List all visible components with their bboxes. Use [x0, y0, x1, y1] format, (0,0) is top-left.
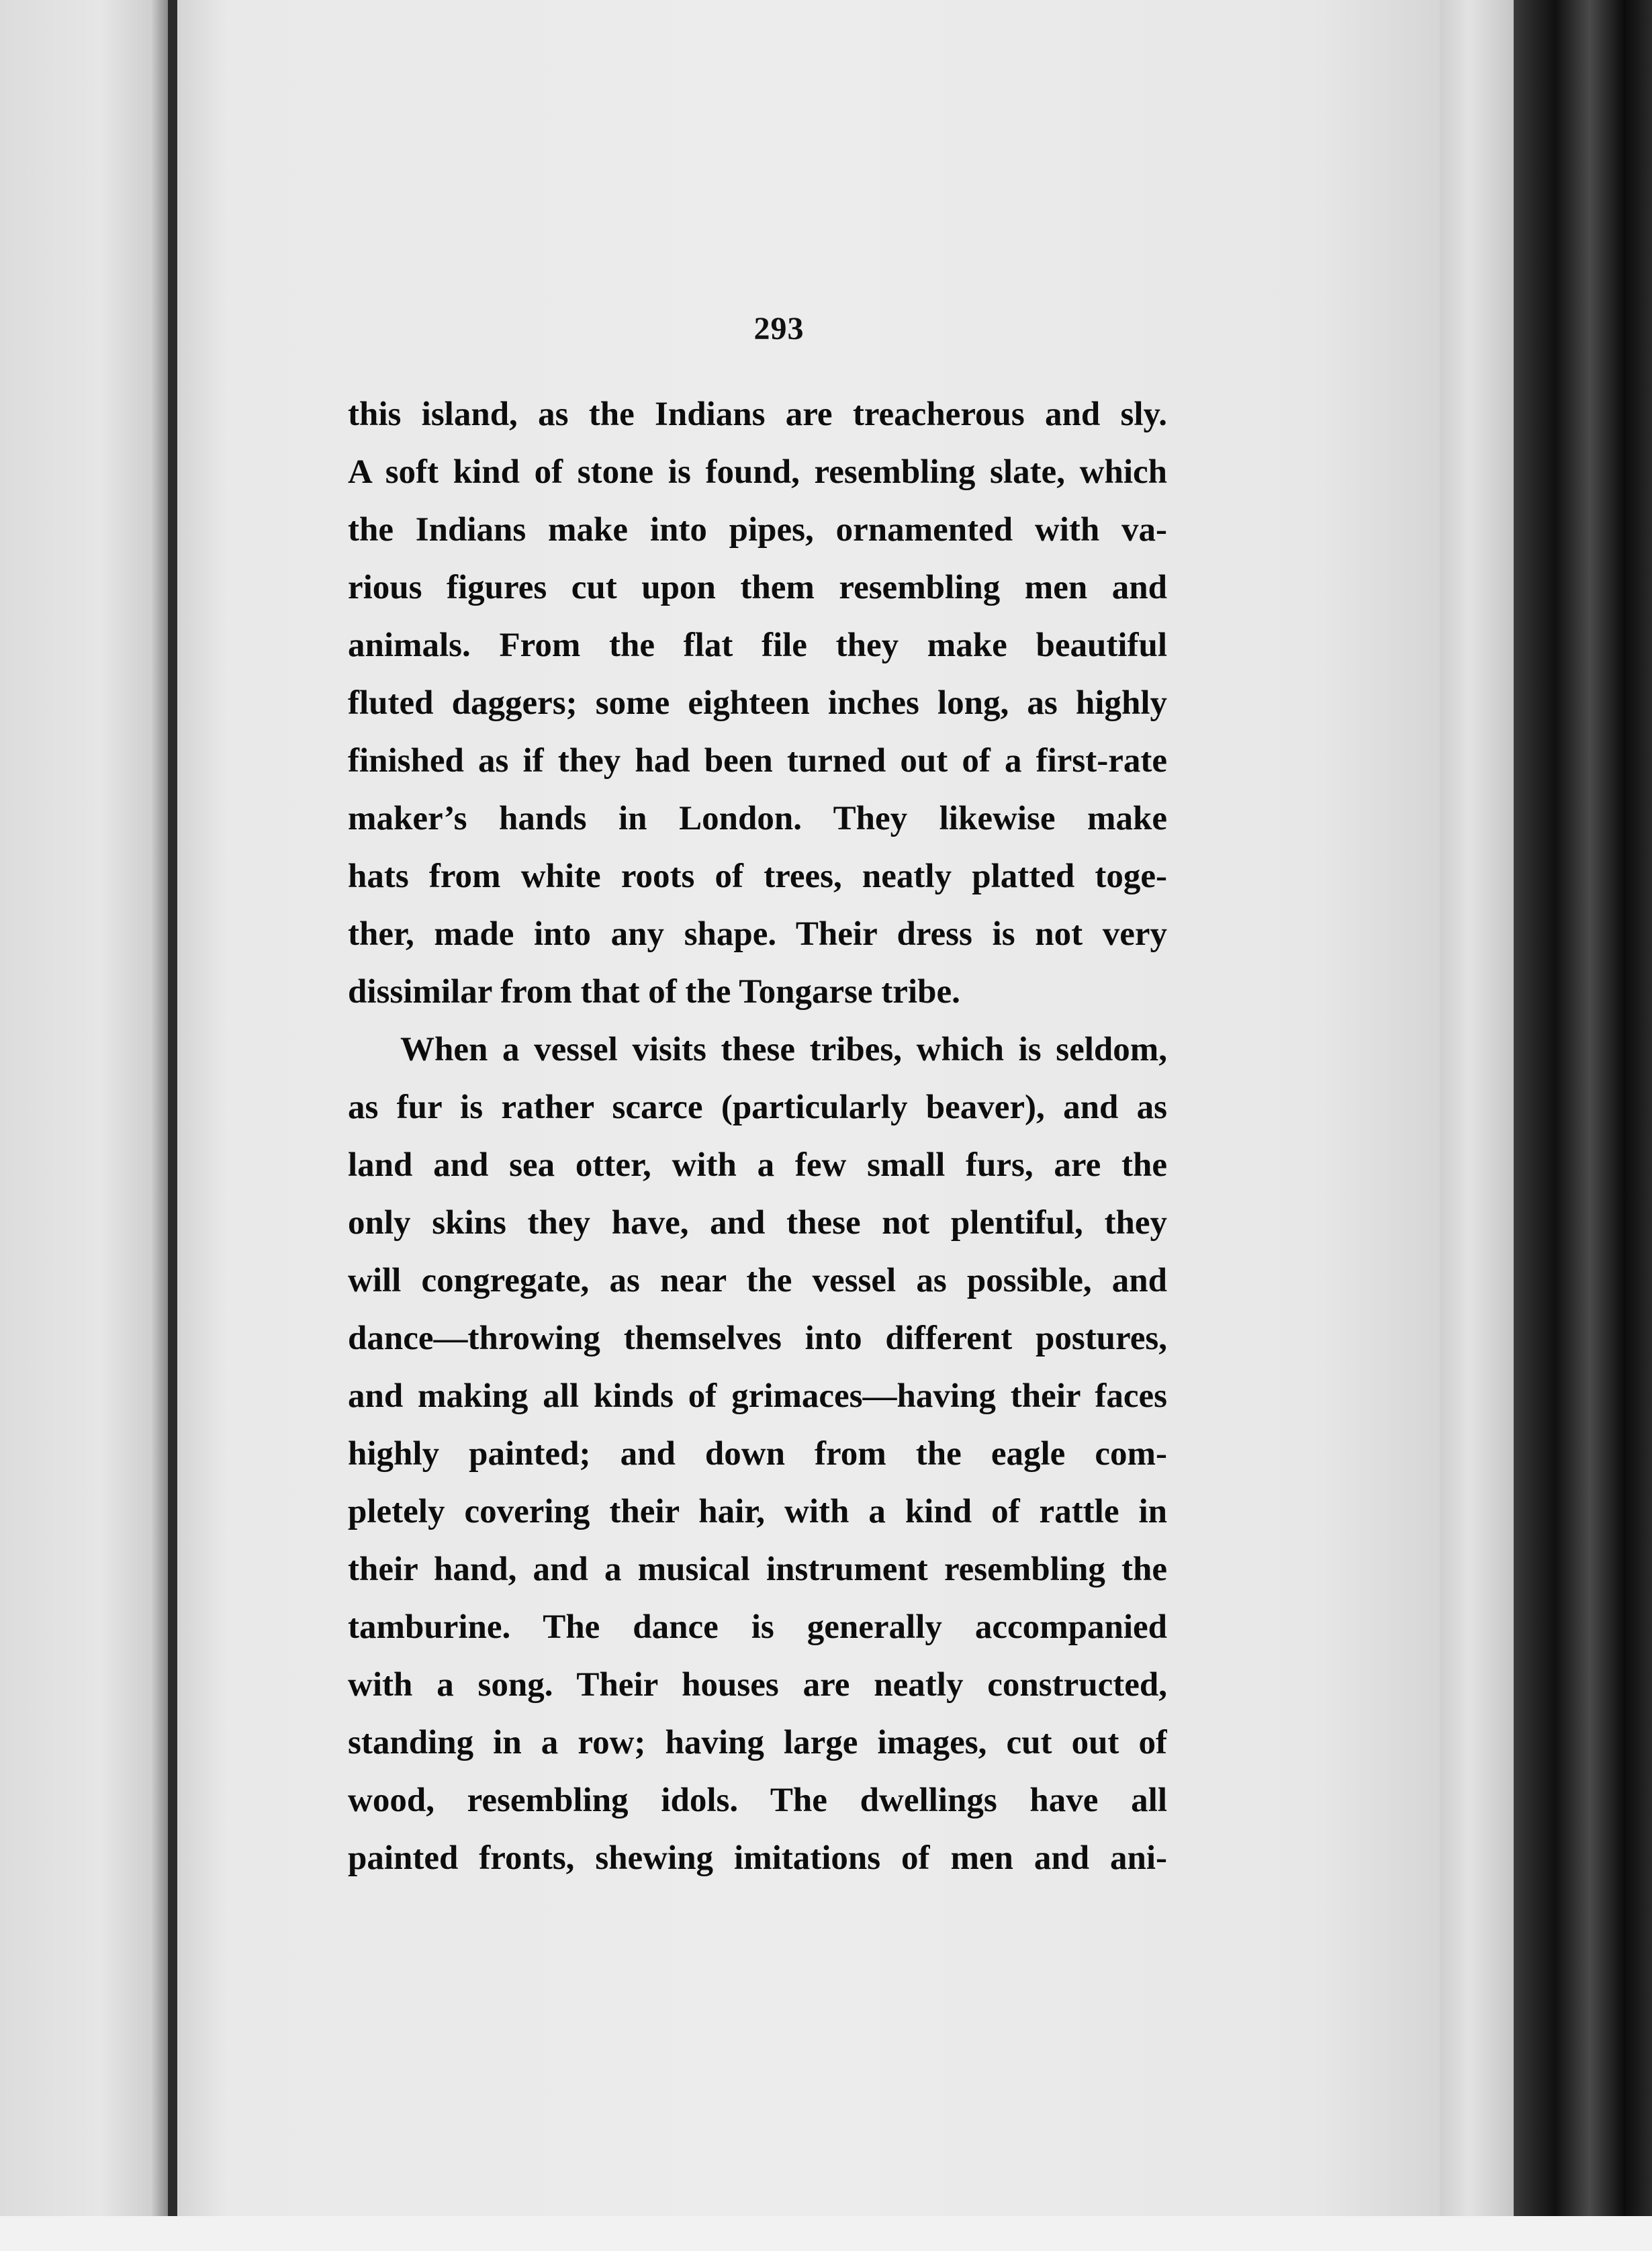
book-binding: [1514, 0, 1652, 2251]
text-line: tamburine. The dance is generally accompanied: [348, 1608, 1167, 1646]
text-line: dissimilar from that of the Tongarse tribe.: [348, 973, 960, 1011]
text-line: highly painted; and down from the eagle com-: [348, 1435, 1167, 1473]
text-line: and making all kinds of grimaces—having their faces: [348, 1377, 1167, 1415]
left-page-margin: [0, 0, 168, 2251]
text-line: their hand, and a musical instrument resembling the: [348, 1551, 1167, 1588]
page-fold: [1440, 0, 1514, 2251]
text-line: animals. From the flat file they make beautiful: [348, 627, 1167, 664]
text-line: pletely covering their hair, with a kind of rattle in: [348, 1493, 1167, 1530]
text-line: dance—throwing themselves into different postures,: [348, 1320, 1167, 1357]
text-line: fluted daggers; some eighteen inches long, as highly: [348, 684, 1167, 722]
text-line: wood, resembling idols. The dwellings have all: [348, 1782, 1167, 1819]
text-line: rious figures cut upon them resembling men and: [348, 569, 1167, 606]
text-line: standing in a row; having large images, cut out of: [348, 1724, 1167, 1761]
text-line: When a vessel visits these tribes, which is seldom,: [400, 1031, 1167, 1068]
text-line: will congregate, as near the vessel as possible, and: [348, 1262, 1167, 1299]
text-line: this island, as the Indians are treacherous and sly.: [348, 396, 1167, 433]
page-number: 293: [753, 311, 805, 347]
page-text: [348, 385, 1167, 1887]
text-line: hats from white roots of trees, neatly platted toge-: [348, 858, 1167, 895]
text-line: A soft kind of stone is found, resembling slate, which: [348, 453, 1167, 491]
text-line: ther, made into any shape. Their dress is not very: [348, 915, 1167, 953]
text-line: painted fronts, shewing imitations of men and ani-: [348, 1839, 1167, 1877]
bottom-scan-strip: [0, 2216, 1652, 2251]
text-line: maker’s hands in London. They likewise make: [348, 800, 1167, 837]
left-page-edge: [168, 0, 177, 2251]
text-line: the Indians make into pipes, ornamented with va-: [348, 511, 1167, 549]
text-line: finished as if they had been turned out of a first-rate: [348, 742, 1167, 780]
text-line: with a song. Their houses are neatly constructed,: [348, 1666, 1167, 1704]
text-line: as fur is rather scarce (particularly beaver), and as: [348, 1089, 1167, 1126]
text-line: only skins they have, and these not plentiful, they: [348, 1204, 1167, 1242]
text-line: land and sea otter, with a few small furs, are the: [348, 1146, 1167, 1184]
